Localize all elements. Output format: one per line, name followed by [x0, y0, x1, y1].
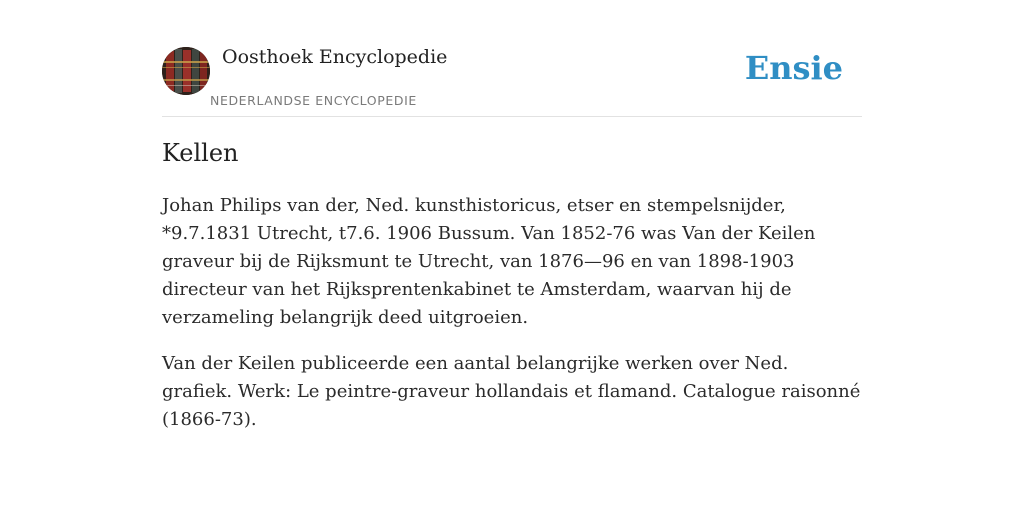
article-title: Kellen	[162, 139, 239, 167]
article-paragraph: Johan Philips van der, Ned. kunsthistoricus, etser en stempelsnijder, *9.7.1831 Utrecht, t7.6. 1906 Bussum. Van 1852-76 was Van der Keilen graveur bij de Rijksmunt te Utrecht, van 1876—96 en van 1898-1903 directeur van het Rijksprentenkabinet te Amsterdam, waarvan hij de verzameling belangrijk deed uitgroeien.	[162, 195, 816, 328]
site-title[interactable]: Oosthoek Encyclopedie	[222, 46, 448, 68]
brand-logo[interactable]: Ensie	[744, 49, 843, 87]
site-subtitle: NEDERLANDSE ENCYCLOPEDIE	[210, 93, 417, 108]
article-paragraph: Van der Keilen publiceerde een aantal belangrijke werken over Ned. grafiek. Werk: Le peintre-graveur hollandais et flamand. Catalogue raisonné (1866-73).	[162, 353, 861, 430]
book-spines-icon[interactable]	[162, 47, 210, 95]
article-body	[162, 192, 862, 452]
site-header	[162, 40, 862, 117]
